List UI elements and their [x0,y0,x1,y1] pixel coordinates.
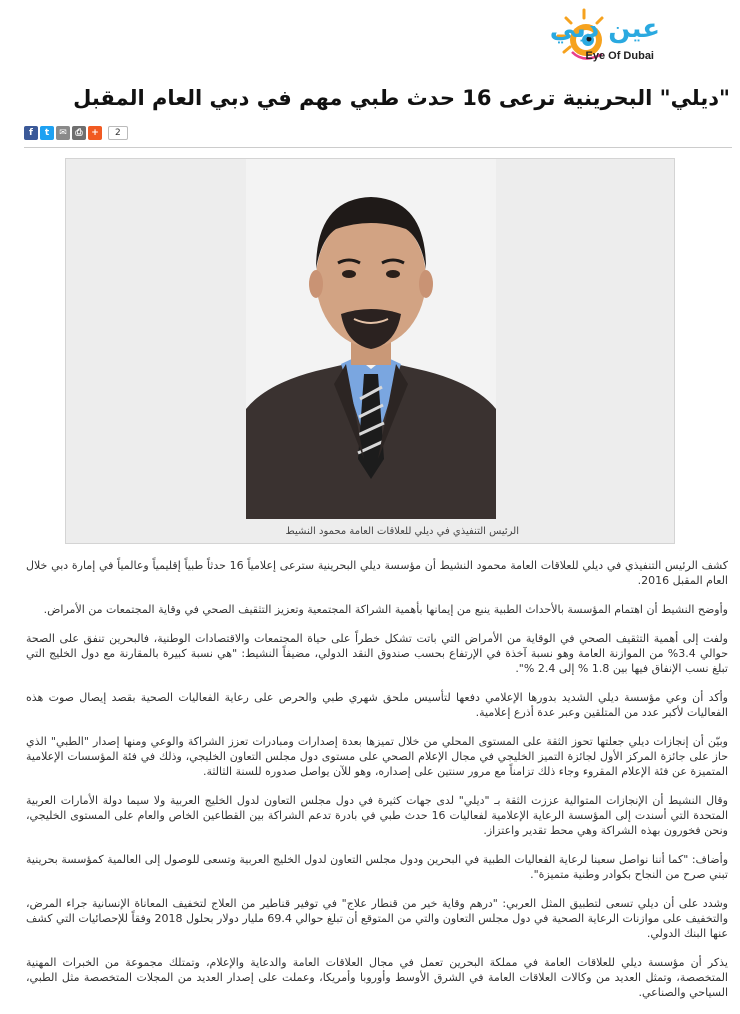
print-icon[interactable]: ⎙ [72,126,86,140]
paragraph: وأضاف: "كما أننا نواصل سعينا لرعاية الفعاليات الطبية في البحرين ودول مجلس التعاون لدول الخليج العربية وتسعى للوصول إلى العالمية كمؤسسة بحرينية تبني صرح من النجاح بكوادر وطنية متميزة". [26,853,728,881]
paragraph: وبيّن أن إنجازات ديلي جعلتها تحوز الثقة على المستوى المحلي من خلال تميزها بعدة إصدارات ومبادرات تعزز الشراكة والوعي ومنها إصدار "الطبي" الذي حاز على جائزة المركز الأول لجائزة التميز الخليجي في مجال الإعلام الصحي على مستوى دول مجلس التعاون الخليجي، وذلك في فئة المؤسسات الإعلامية المتميزة عن فئة الإعلام المقروء وجاء ذلك تزامناً مع مرور سنتين على إصداره، وهو للآن يواصل صدوره للسنة الثالثة. [26,735,728,778]
paragraph: وقال النشيط أن الإنجازات المتوالية عززت الثقة بـ "ديلي" لدى جهات كثيرة في دول مجلس التعاون لدول الخليج العربية ولا سيما دولة الأمارات العربية المتحدة التي أسندت إلى المؤسسة الرعاية الإعلامية لفعاليات 16 حدث طبي في بادرة تدعم الشراكة بين القطاعين الخاص والعام على المستوى الخليجي، ونحن فخورون بهذه الشراكة وهي محط تقدير واعتزاز. [26,794,728,837]
paragraph: وأكد أن وعي مؤسسة ديلي الشديد بدورها الإعلامي دفعها لتأسيس ملحق شهري طبي والحرص على رعاية الفعاليات الصحية بقصد إيصال صوت هذه الفعاليات لأكبر عدد من المتلقين وعبر عدة أذرع إعلامية. [26,691,728,719]
twitter-icon[interactable]: t [40,126,54,140]
facebook-icon[interactable]: f [24,126,38,140]
paragraph: يذكر أن مؤسسة ديلي للعلاقات العامة في مملكة البحرين تعمل في مجال العلاقات العامة والدعاية والإعلام، وتمتلك مجموعة من الخبرات المهنية المتخصصة، وتمثل العديد من وكالات العلاقات العامة في الشرق الأوسط وأوروبا وأمريكا، وعملت على إصدار العديد من المجلات المتخصصة مثل الطبي، السياحي والصناعي. [26,956,728,999]
paragraph: ولفت إلى أهمية التثقيف الصحي في الوقاية من الأمراض التي باتت تشكل خطراً على حياة المجتمعات والاقتصادات الوطنية، فالبحرين تنفق على الصحة حوالي 3.4% من الموازنة العامة وهو نسبة آخذة في الإرتفاع بحسب صندوق النقد الدولي، مضيفاً النشيط: "هي نسبة كبيرة بالمقارنة مع دول الخليج التي تبلغ نسب الإنفاق فيها بين 1.8 % إلى 2.4 %". [26,632,729,675]
paragraph: وأوضح النشيط أن اهتمام المؤسسة بالأحداث الطبية ينبع من إيمانها بأهمية الشراكة المجتمعية وتعزيز التثقيف الصحي في وقاية المجتمعات من الأمراض. [43,603,728,616]
portrait-illustration [246,159,496,519]
email-icon[interactable]: ✉ [56,126,70,140]
photo-caption: الرئيس التنفيذي في ديلي للعلاقات العامة محمود النشيط [285,526,519,537]
logo-latin-text: Eye Of Dubai [585,50,654,62]
paragraph: كشف الرئيس التنفيذي في ديلي للعلاقات العامة محمود النشيط أن مؤسسة ديلي البحرينية سترعى إعلامياً 16 حدثاً طبياً إقليمياً وعالمياً في إمارة دبي خلال العام المقبل 2016. [26,559,729,587]
logo-arabic-text: عين دبي [549,14,660,44]
article-body [26,558,728,1014]
plus-icon[interactable]: + [88,126,102,140]
portrait-photo [246,159,496,519]
share-bar [24,126,128,140]
paragraph: وشدد على أن ديلي تسعى لتطبيق المثل العربي: "درهم وقاية خير من قنطار علاج" في توفير قناطير من العلاج لتخفيف المعاناة الإنسانية جراء المرض، والتخفيف على موازنات الرعاية الصحية في دول مجلس التعاون والتي من المتوقع أن تبلغ حوالي 69.4 مليار دولار بحلول 2018 وفقاً للإحصائيات التي كشف عنها البنك الدولي. [26,897,729,940]
site-logo[interactable] [532,4,732,68]
share-count: 2 [108,126,128,140]
article-figure [65,158,675,544]
article-title: "ديلي" البحرينية ترعى 16 حدث طبي مهم في دبي العام المقبل [73,86,730,110]
divider [24,147,732,148]
